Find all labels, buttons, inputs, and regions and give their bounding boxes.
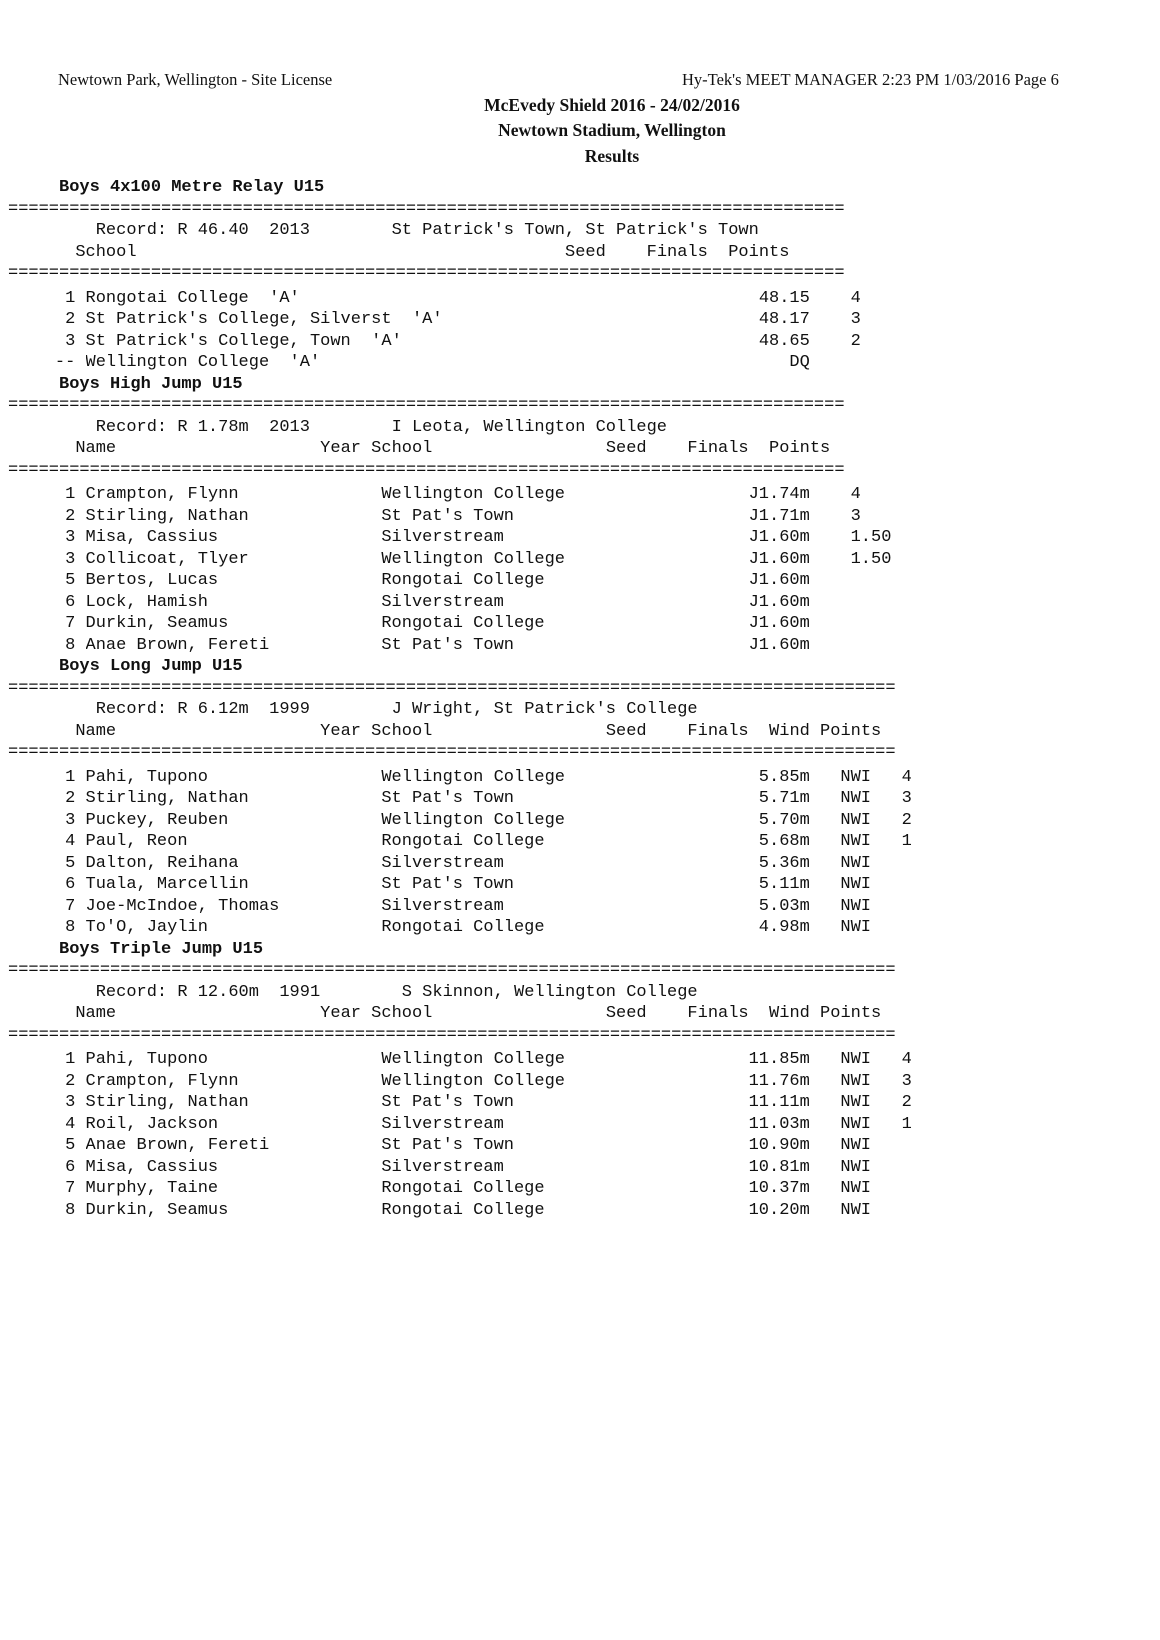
result-row — [8, 917, 942, 939]
team-name: Wellington College 'A' — [85, 353, 321, 372]
spacer — [881, 831, 901, 853]
result-place: 6 — [65, 1157, 76, 1177]
athlete-name: Paul, Reon — [85, 832, 188, 851]
spacer — [881, 1200, 901, 1222]
separator-line: ================================================================================== — [8, 264, 845, 283]
spacer — [881, 1092, 901, 1114]
result-place: 3 — [65, 1093, 76, 1112]
result-place: 7 — [65, 1179, 76, 1198]
result-place: 3 — [65, 528, 76, 547]
separator-line: ================================================================================== — [8, 199, 845, 219]
spacer — [810, 549, 851, 571]
column-header: Name Year School Seed Finals Wind Points — [75, 721, 882, 741]
finals-mark: 5.36m — [758, 853, 810, 873]
result-place: 8 — [65, 1200, 76, 1220]
result-place: 3 — [65, 549, 76, 569]
result-place: -- — [54, 353, 76, 372]
finals-mark: 4.98m — [758, 918, 810, 937]
wind-value: NWI — [840, 1050, 872, 1069]
result-place: 7 — [65, 614, 76, 633]
spacer — [810, 331, 851, 353]
athlete-name: To'O, Jaylin — [85, 918, 208, 937]
athlete-name: Misa, Cassius — [85, 1157, 219, 1177]
meet-title: McEvedy Shield 2016 - 24/02/2016 — [484, 95, 740, 115]
school-name: Rongotai College — [381, 1179, 545, 1198]
spacer — [75, 549, 85, 571]
separator-line: ======================================================================================= — [8, 961, 896, 980]
record-line: Record: R 6.12m 1999 J Wright, St Patrick's College — [95, 700, 698, 719]
spacer — [75, 352, 85, 374]
spacer — [810, 635, 851, 657]
result-row — [8, 613, 942, 635]
result-row — [8, 1157, 942, 1179]
athlete-name: Durkin, Seamus — [85, 1200, 229, 1220]
spacer — [810, 1092, 841, 1114]
spacer — [75, 874, 85, 896]
spacer — [75, 309, 85, 331]
event-title: Boys 4x100 Metre Relay U15 — [59, 178, 325, 197]
result-row — [8, 874, 942, 896]
team-name: St Patrick's College, Town 'A' — [85, 331, 402, 351]
finals-mark: J1.60m — [748, 549, 810, 569]
event-section — [8, 939, 942, 1222]
finals-mark: 11.11m — [748, 1093, 810, 1112]
school-name: Wellington College — [381, 1071, 565, 1091]
spacer — [881, 810, 901, 832]
finals-mark: 5.11m — [758, 875, 810, 894]
school-name: Wellington College — [381, 549, 565, 569]
result-place: 4 — [65, 832, 76, 851]
wind-value: NWI — [840, 832, 872, 851]
spacer — [810, 1135, 841, 1157]
spacer — [881, 896, 901, 918]
spacer — [75, 484, 85, 506]
result-place: 3 — [65, 331, 76, 351]
team-name: Rongotai College 'A' — [85, 288, 300, 308]
points-value: 1 — [901, 1114, 912, 1134]
finals-mark: 10.81m — [748, 1157, 810, 1177]
finals-mark: 48.15 — [758, 288, 810, 308]
finals-mark: 5.70m — [758, 810, 810, 830]
spacer — [810, 570, 851, 592]
result-place: 1 — [65, 288, 76, 308]
wind-value: NWI — [840, 1114, 872, 1134]
athlete-name: Lock, Hamish — [85, 592, 208, 612]
result-row — [8, 788, 942, 810]
athlete-name: Stirling, Nathan — [85, 789, 249, 808]
result-place: 2 — [65, 310, 76, 329]
section-title: Results — [584, 146, 640, 166]
event-title: Boys Long Jump U15 — [59, 657, 243, 676]
wind-value: NWI — [840, 789, 872, 808]
spacer — [75, 1049, 85, 1071]
separator-line: ======================================================================================= — [8, 1025, 896, 1045]
finals-mark: J1.71m — [748, 506, 810, 526]
result-row — [8, 635, 942, 657]
result-place: 1 — [65, 485, 76, 504]
spacer — [881, 917, 901, 939]
result-row — [8, 1200, 942, 1222]
points-value: 1 — [901, 832, 912, 851]
spacer — [810, 810, 841, 832]
result-row — [8, 1114, 942, 1136]
column-header: Name Year School Seed Finals Wind Points — [75, 1004, 882, 1023]
finals-mark: 10.37m — [748, 1179, 810, 1198]
school-name: Wellington College — [381, 810, 565, 830]
spacer — [881, 788, 901, 810]
spacer — [810, 1178, 841, 1200]
event-section — [8, 374, 942, 657]
result-place: 7 — [65, 896, 76, 916]
spacer — [810, 1114, 841, 1136]
wind-value: NWI — [840, 1179, 872, 1198]
result-row — [8, 1178, 942, 1200]
athlete-name: Dalton, Reihana — [85, 853, 239, 873]
wind-value: NWI — [840, 875, 872, 894]
spacer — [810, 853, 841, 875]
record-line: Record: R 46.40 2013 St Patrick's Town, St Patrick's Town — [95, 221, 759, 240]
result-place: 1 — [65, 767, 76, 787]
result-place: 5 — [65, 1136, 76, 1155]
school-name: Rongotai College — [381, 614, 545, 633]
finals-mark: 48.17 — [758, 310, 810, 329]
spacer — [881, 1071, 901, 1093]
spacer — [881, 767, 901, 789]
athlete-name: Misa, Cassius — [85, 528, 219, 547]
event-title: Boys High Jump U15 — [59, 374, 243, 394]
result-row — [8, 767, 942, 789]
event-section — [8, 177, 942, 374]
spacer — [75, 635, 85, 657]
record-line: Record: R 12.60m 1991 S Skinnon, Wellington College — [95, 982, 698, 1002]
separator-line: ======================================================================================= — [8, 743, 896, 762]
team-name: St Patrick's College, Silverst 'A' — [85, 310, 443, 329]
result-row — [8, 1135, 942, 1157]
wind-value: NWI — [840, 896, 872, 916]
school-name: Wellington College — [381, 767, 565, 787]
result-place: 5 — [65, 571, 76, 590]
result-place: 1 — [65, 1050, 76, 1069]
spacer — [75, 853, 85, 875]
athlete-name: Crampton, Flynn — [85, 1071, 239, 1091]
result-row — [8, 810, 942, 832]
points-value: 3 — [901, 789, 912, 808]
spacer — [75, 1114, 85, 1136]
result-row — [8, 506, 942, 528]
school-name: St Pat's Town — [381, 789, 514, 808]
result-place: 2 — [65, 789, 76, 808]
result-place: 6 — [65, 592, 76, 612]
spacer — [810, 309, 851, 331]
athlete-name: Stirling, Nathan — [85, 1093, 249, 1112]
points-value: 1.50 — [850, 549, 892, 569]
school-name: Silverstream — [381, 528, 504, 547]
spacer — [75, 506, 85, 528]
column-header: Name Year School Seed Finals Points — [75, 439, 831, 458]
result-row — [8, 896, 942, 918]
athlete-name: Murphy, Taine — [85, 1179, 219, 1198]
result-row — [8, 484, 942, 506]
results-content — [8, 177, 942, 1221]
spacer — [75, 331, 85, 353]
finals-mark: 5.71m — [758, 789, 810, 808]
result-place: 5 — [65, 853, 76, 873]
finals-mark: 48.65 — [758, 331, 810, 351]
result-row — [8, 570, 942, 592]
spacer — [75, 917, 85, 939]
finals-mark: 5.85m — [758, 767, 810, 787]
venue-title: Newtown Stadium, Wellington — [498, 120, 726, 140]
result-place: 2 — [65, 506, 76, 526]
finals-mark: 11.03m — [748, 1114, 810, 1134]
points-value: 2 — [901, 1093, 912, 1112]
spacer — [75, 1200, 85, 1222]
school-name: St Pat's Town — [381, 635, 514, 655]
result-row — [8, 309, 942, 331]
finals-mark: J1.60m — [748, 614, 810, 633]
separator-line: ======================================================================================= — [8, 678, 896, 698]
wind-value: NWI — [840, 1136, 872, 1155]
separator-line: ================================================================================== — [8, 460, 845, 480]
record-line: Record: R 1.78m 2013 I Leota, Wellington College — [95, 417, 668, 437]
wind-value: NWI — [840, 1093, 872, 1112]
spacer — [75, 767, 85, 789]
spacer — [75, 1157, 85, 1179]
column-header: School Seed Finals Points — [75, 242, 790, 262]
spacer — [810, 352, 851, 374]
school-name: Silverstream — [381, 896, 504, 916]
event-section — [8, 656, 942, 939]
spacer — [75, 831, 85, 853]
spacer — [75, 1178, 85, 1200]
athlete-name: Bertos, Lucas — [85, 571, 219, 590]
points-value: 4 — [850, 485, 861, 504]
result-row — [8, 1071, 942, 1093]
points-value: 2 — [901, 810, 912, 830]
points-value: 3 — [850, 310, 861, 329]
spacer — [881, 1178, 901, 1200]
spacer — [75, 1135, 85, 1157]
wind-value: NWI — [840, 810, 872, 830]
athlete-name: Crampton, Flynn — [85, 485, 239, 504]
finals-mark: J1.60m — [748, 592, 810, 612]
result-row — [8, 352, 942, 374]
finals-mark: J1.74m — [748, 485, 810, 504]
wind-value: NWI — [840, 853, 872, 873]
points-value: 3 — [850, 506, 861, 526]
finals-mark: J1.60m — [748, 635, 810, 655]
spacer — [810, 288, 851, 310]
athlete-name: Stirling, Nathan — [85, 506, 249, 526]
spacer — [75, 570, 85, 592]
finals-mark: J1.60m — [748, 528, 810, 547]
spacer — [75, 896, 85, 918]
result-row — [8, 288, 942, 310]
spacer — [810, 592, 851, 614]
spacer — [75, 288, 85, 310]
spacer — [810, 1157, 841, 1179]
points-value: 1.50 — [850, 528, 892, 547]
school-name: St Pat's Town — [381, 1093, 514, 1112]
finals-mark: 5.68m — [758, 832, 810, 851]
school-name: Silverstream — [381, 1114, 504, 1134]
school-name: Silverstream — [381, 853, 504, 873]
athlete-name: Pahi, Tupono — [85, 1050, 208, 1069]
result-row — [8, 853, 942, 875]
spacer — [810, 1200, 841, 1222]
athlete-name: Anae Brown, Fereti — [85, 635, 270, 655]
finals-mark: 10.90m — [748, 1136, 810, 1155]
points-value: 4 — [850, 288, 861, 308]
school-name: Wellington College — [381, 1050, 565, 1069]
spacer — [810, 613, 851, 635]
page-header-left: Newtown Park, Wellington - Site License — [58, 70, 333, 89]
athlete-name: Tuala, Marcellin — [85, 875, 249, 894]
result-row — [8, 1092, 942, 1114]
spacer — [881, 874, 901, 896]
school-name: St Pat's Town — [381, 875, 514, 894]
athlete-name: Puckey, Reuben — [85, 810, 229, 830]
result-row — [8, 549, 942, 571]
spacer — [810, 767, 841, 789]
spacer — [75, 592, 85, 614]
wind-value: NWI — [840, 1071, 872, 1091]
school-name: St Pat's Town — [381, 1136, 514, 1155]
result-place: 4 — [65, 1114, 76, 1134]
result-place: 3 — [65, 810, 76, 830]
wind-value: NWI — [840, 918, 872, 937]
spacer — [810, 527, 851, 549]
points-value: 4 — [901, 1050, 912, 1069]
school-name: Rongotai College — [381, 1200, 545, 1220]
school-name: Wellington College — [381, 485, 565, 504]
athlete-name: Collicoat, Tlyer — [85, 549, 249, 569]
school-name: St Pat's Town — [381, 506, 514, 526]
finals-mark: J1.60m — [748, 571, 810, 590]
spacer — [810, 1049, 841, 1071]
result-row — [8, 331, 942, 353]
spacer — [810, 788, 841, 810]
points-value: 3 — [901, 1071, 912, 1091]
finals-mark: 11.76m — [748, 1071, 810, 1091]
athlete-name: Roil, Jackson — [85, 1114, 219, 1134]
spacer — [810, 484, 851, 506]
spacer — [881, 1135, 901, 1157]
athlete-name: Joe-McIndoe, Thomas — [85, 896, 280, 916]
finals-mark: 10.20m — [748, 1200, 810, 1220]
points-value: 4 — [901, 767, 912, 787]
spacer — [810, 896, 841, 918]
school-name: Rongotai College — [381, 571, 545, 590]
result-place: 2 — [65, 1071, 76, 1091]
wind-value: NWI — [840, 1157, 872, 1177]
page-header-right: Hy-Tek's MEET MANAGER 2:23 PM 1/03/2016 Page 6 — [682, 70, 1059, 89]
school-name: Silverstream — [381, 592, 504, 612]
spacer — [75, 1092, 85, 1114]
event-title: Boys Triple Jump U15 — [59, 939, 264, 959]
spacer — [810, 831, 841, 853]
wind-value: NWI — [840, 767, 872, 787]
spacer — [75, 1071, 85, 1093]
spacer — [75, 527, 85, 549]
spacer — [810, 506, 851, 528]
athlete-name: Anae Brown, Fereti — [85, 1136, 270, 1155]
result-row — [8, 592, 942, 614]
result-row — [8, 527, 942, 549]
spacer — [810, 917, 841, 939]
spacer — [75, 613, 85, 635]
spacer — [75, 810, 85, 832]
spacer — [881, 1049, 901, 1071]
result-place: 8 — [65, 635, 76, 655]
spacer — [810, 874, 841, 896]
points-value: 2 — [850, 331, 861, 351]
separator-line: ================================================================================== — [8, 396, 845, 415]
spacer — [881, 1157, 901, 1179]
spacer — [75, 788, 85, 810]
result-place: 6 — [65, 875, 76, 894]
athlete-name: Durkin, Seamus — [85, 614, 229, 633]
finals-mark: DQ — [789, 353, 810, 372]
result-place: 8 — [65, 918, 76, 937]
school-name: Rongotai College — [381, 918, 545, 937]
athlete-name: Pahi, Tupono — [85, 767, 208, 787]
finals-mark: 5.03m — [758, 896, 810, 916]
wind-value: NWI — [840, 1200, 872, 1220]
finals-mark: 11.85m — [748, 1050, 810, 1069]
school-name: Silverstream — [381, 1157, 504, 1177]
spacer — [881, 853, 901, 875]
spacer — [810, 1071, 841, 1093]
school-name: Rongotai College — [381, 832, 545, 851]
result-row — [8, 831, 942, 853]
result-row — [8, 1049, 942, 1071]
spacer — [881, 1114, 901, 1136]
